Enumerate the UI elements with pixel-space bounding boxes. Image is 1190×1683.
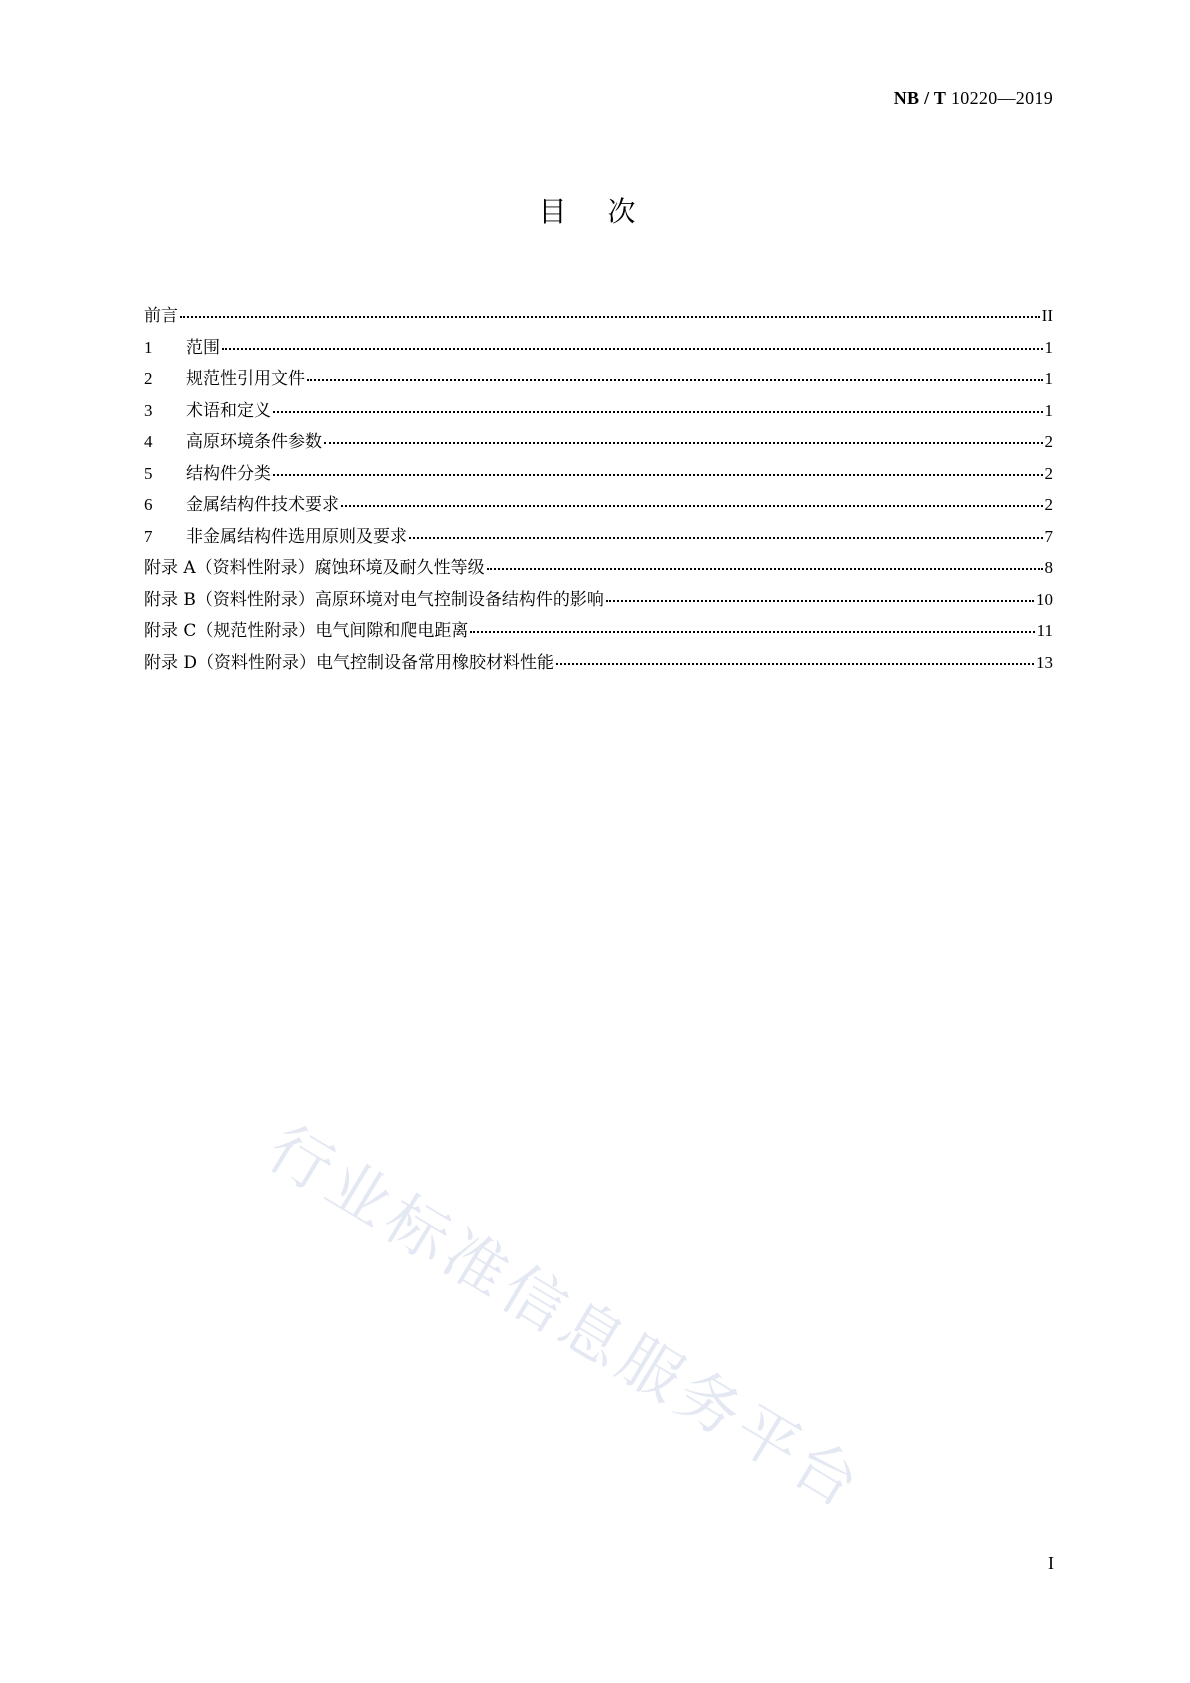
toc-entry-label: 非金属结构件选用原则及要求: [186, 526, 407, 547]
toc-entry-6[interactable]: [144, 490, 1053, 522]
toc-entry-page: 10: [1036, 589, 1053, 609]
toc-leader-dots: [273, 411, 1043, 413]
toc-entry-number: 2: [144, 369, 153, 388]
toc-entry-page: 2: [1044, 495, 1053, 514]
toc-entry-label: 范围: [186, 337, 220, 358]
toc-entry-label: 前言: [144, 306, 178, 326]
toc-entry-page: 1: [1044, 400, 1053, 420]
toc-entry-label: 金属结构件技术要求: [186, 495, 339, 515]
toc-leader-dots: [556, 663, 1034, 665]
toc-leader-dots: [222, 348, 1043, 350]
toc-entry-label: 附录 C（规范性附录）电气间隙和爬电距离: [144, 621, 469, 641]
toc-entry-2[interactable]: [144, 364, 1053, 396]
standard-code: [894, 88, 1053, 109]
toc-entry-number: 5: [144, 463, 153, 483]
toc-entry-label: 附录 D（资料性附录）电气控制设备常用橡胶材料性能: [144, 652, 555, 673]
toc-leader-dots: [307, 379, 1043, 381]
toc-entry-number: 1: [144, 337, 153, 357]
page-number: I: [1048, 1553, 1054, 1573]
toc-entry-number: 3: [144, 400, 153, 420]
toc-entry-page: 11: [1036, 621, 1053, 640]
toc-entry-page: 2: [1044, 463, 1053, 483]
toc-leader-dots: [180, 316, 1040, 318]
standard-code-number: 10220—2019: [951, 88, 1053, 108]
toc-leader-dots: [409, 537, 1043, 539]
toc-entry-label: 高原环境条件参数: [186, 432, 322, 452]
watermark: 行业标准信息服务平台: [255, 1111, 877, 1524]
toc-entry-page: II: [1041, 306, 1053, 325]
toc-entry-label: 附录 A（资料性附录）腐蚀环境及耐久性等级: [144, 558, 485, 578]
toc-leader-dots: [324, 442, 1043, 444]
page-title: 目 次: [538, 195, 652, 228]
toc-entry-page: 7: [1044, 526, 1053, 546]
toc-entry-page: 1: [1044, 337, 1053, 357]
toc-entry-7[interactable]: [144, 522, 1053, 554]
toc-entry-label: 术语和定义: [186, 400, 271, 421]
toc-leader-dots: [487, 568, 1043, 570]
toc-entry-4[interactable]: [144, 427, 1053, 459]
toc-entry-page: 1: [1044, 369, 1053, 388]
toc-entry-number: 7: [144, 526, 153, 546]
toc-entry-number: 6: [144, 495, 153, 514]
toc-leader-dots: [606, 600, 1034, 602]
toc-leader-dots: [470, 631, 1034, 633]
toc-entry-label: 规范性引用文件: [186, 369, 305, 389]
toc-entry-appendix-b[interactable]: [144, 585, 1053, 617]
toc-entry-label: 结构件分类: [186, 463, 271, 484]
toc-entry-page: 8: [1044, 558, 1053, 577]
table-of-contents: [144, 301, 1053, 679]
toc-entry-appendix-d[interactable]: [144, 648, 1053, 680]
toc-entry-5[interactable]: [144, 459, 1053, 491]
toc-entry-appendix-c[interactable]: [144, 616, 1053, 648]
toc-entry-number: 4: [144, 432, 153, 451]
toc-entry-3[interactable]: [144, 396, 1053, 428]
toc-entry-1[interactable]: [144, 333, 1053, 365]
toc-entry-appendix-a[interactable]: [144, 553, 1053, 585]
toc-entry-page: 13: [1036, 652, 1053, 672]
toc-entry-label: 附录 B（资料性附录）高原环境对电气控制设备结构件的影响: [144, 589, 604, 610]
toc-entry-foreword[interactable]: [144, 301, 1053, 333]
toc-leader-dots: [273, 474, 1043, 476]
standard-code-prefix: NB / T: [893, 88, 947, 108]
toc-leader-dots: [341, 505, 1043, 507]
toc-entry-page: 2: [1044, 432, 1053, 451]
